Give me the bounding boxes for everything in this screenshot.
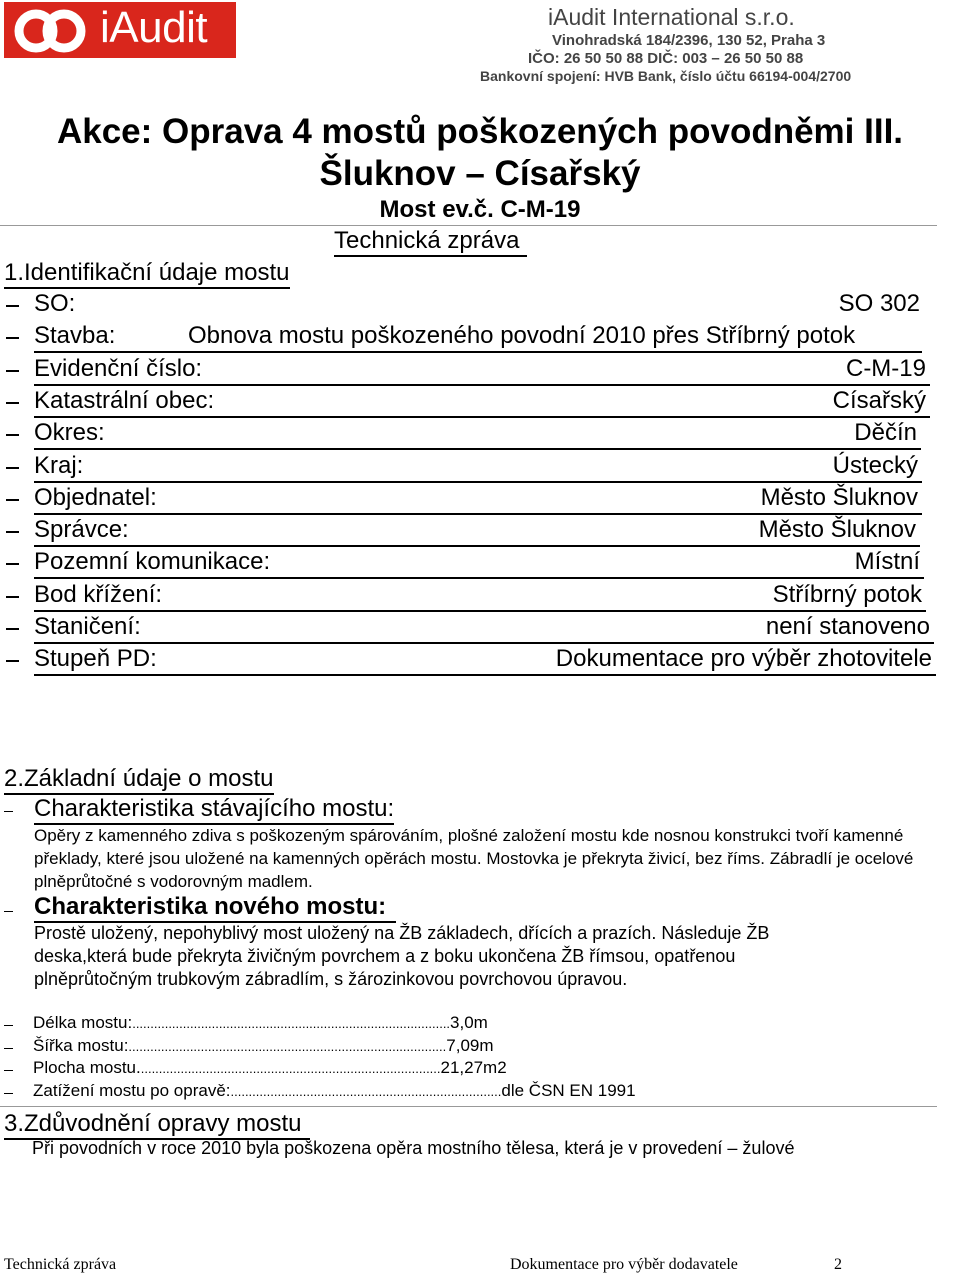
parameter-row (33, 1058, 507, 1078)
section3-text: Při povodních v roce 2010 byla poškozena opěra mostního tělesa, která je v provedení – žulové (32, 1138, 795, 1158)
row-value: Místní (854, 548, 920, 576)
bullet-dash (4, 1048, 13, 1049)
row-value: Obnova mostu poškozeného povodní 2010 přes Stříbrný potok (188, 322, 856, 350)
parameter-value: 3,0m (450, 1013, 488, 1032)
row-underline (34, 384, 930, 386)
existing-bridge-heading: Charakteristika stávajícího mostu: (34, 795, 394, 825)
bullet-dash (6, 402, 19, 404)
document-title-line1: Akce: Oprava 4 mostů poškozených povodněmi III. (56, 112, 904, 151)
parameter-dots: ........................................................................................ (132, 1016, 451, 1031)
bullet-dash (6, 531, 19, 533)
row-label: Staničení: (34, 613, 141, 640)
row-label: Pozemní komunikace: (34, 548, 271, 576)
row-label: Správce: (34, 516, 129, 544)
bullet-dash (6, 467, 19, 469)
row-label: SO: (34, 290, 76, 317)
divider (0, 225, 937, 226)
logo-text: iAudit (100, 3, 208, 52)
row-value: Císařský (832, 386, 926, 414)
section3-heading: 3.Zdůvodnění opravy mostu (4, 1110, 310, 1140)
row-value: Děčín (854, 419, 917, 447)
company-address: Vinohradská 184/2396, 130 52, Praha 3 (552, 32, 826, 49)
company-bank: Bankovní spojení: HVB Bank, číslo účtu 66194-004/2700 (480, 68, 852, 84)
row-underline (34, 674, 936, 676)
page-number: 2 (834, 1256, 842, 1273)
parameter-row (33, 1081, 636, 1101)
company-ids: IČO: 26 50 50 88 DIČ: 003 – 26 50 50 88 (528, 50, 804, 67)
parameter-dots: ........................................................................................ (128, 1038, 447, 1054)
company-logo (4, 2, 236, 58)
parameter-value: dle ČSN EN 1991 (501, 1080, 636, 1100)
bullet-dash (4, 1070, 13, 1071)
bullet-dash (4, 1025, 13, 1026)
row-underline (34, 610, 926, 612)
row-value: C-M-19 (845, 354, 926, 382)
row-underline (34, 577, 924, 579)
row-label: Stavba: (34, 322, 116, 350)
row-value: Město Šluknov (760, 483, 918, 511)
divider (0, 1106, 937, 1107)
section1-heading: 1.Identifikační údaje mostu (4, 259, 290, 289)
row-label: Evidenční číslo: (34, 354, 203, 382)
document-title-line2: Šluknov – Císařský (319, 154, 641, 193)
parameter-row (33, 1013, 488, 1033)
bullet-dash (6, 628, 19, 630)
parameter-value: 7,09m (446, 1035, 494, 1055)
new-bridge-text: Prostě uložený, nepohyblivý most uložený na ŽB základech, dřících a prazích. Následuje ŽB deska,která bude překryta živičným povrchem a z boku ukončena ŽB římsou, opatřenou plněprůtočným trubkovým zábradlím, s žározinkovou povrchovou úpravou. (34, 923, 770, 989)
bullet-dash (6, 596, 19, 598)
new-bridge-heading: Charakteristika nového mostu: (34, 893, 396, 923)
bullet-dash (6, 370, 19, 372)
row-underline (34, 642, 934, 644)
bridge-id: Most ev.č. C-M-19 (379, 196, 581, 223)
row-value: Dokumentace pro výběr zhotovitele (555, 645, 932, 673)
report-type: Technická zpráva (334, 227, 527, 257)
row-underline (34, 513, 922, 515)
row-underline (34, 481, 922, 483)
bullet-dash (6, 305, 19, 307)
bullet-dash (4, 1093, 13, 1094)
bullet-dash (6, 434, 19, 436)
row-label: Katastrální obec: (34, 386, 215, 414)
bullet-dash (6, 499, 19, 501)
row-underline (34, 416, 930, 418)
bullet-dash (6, 563, 19, 565)
footer-center: Dokumentace pro výběr dodavatele (510, 1256, 738, 1273)
parameter-label: Šířka mostu: (33, 1035, 129, 1055)
row-label: Bod křížení: (34, 580, 163, 608)
row-label: Okres: (34, 419, 105, 447)
parameter-value: 21,27m2 (440, 1058, 507, 1077)
row-value: Město Šluknov (758, 516, 916, 544)
existing-bridge-text: Opěry z kamenného zdiva s poškozeným spárováním, plošné založení mostu kde nosnou konstrukci tvoří kamenné překlady, které jsou uložené na kamenných opěrách mostu. Mostovka je překryta živicí, bez říms. Zábradlí je ocelové plněprůtočné s vodorovným madlem. (34, 826, 914, 891)
row-underline (34, 545, 920, 547)
company-name: iAudit International s.r.o. (548, 4, 795, 30)
row-label: Objednatel: (34, 483, 157, 511)
row-value: není stanoveno (765, 613, 930, 640)
parameter-label: Délka mostu: (33, 1013, 133, 1032)
parameter-dots: ........................................................................... (230, 1083, 502, 1099)
section2-heading: 2.Základní údaje o mostu (4, 765, 274, 795)
row-value: SO 302 (838, 290, 920, 317)
parameter-label: Plocha mostu. (33, 1058, 141, 1077)
bullet-dash (4, 911, 13, 912)
row-underline (34, 351, 922, 353)
iaudit-logo-icon (12, 8, 90, 54)
bullet-dash (6, 660, 19, 662)
row-value: Stříbrný potok (772, 580, 922, 608)
bullet-dash (6, 337, 19, 339)
parameter-dots: ................................................................................... (140, 1061, 441, 1076)
footer-left: Technická zpráva (4, 1256, 117, 1273)
row-underline (34, 448, 921, 450)
parameter-label: Zatížení mostu po opravě: (33, 1080, 231, 1100)
bullet-dash (4, 811, 13, 812)
row-label: Stupeň PD: (34, 645, 157, 673)
parameter-row (33, 1036, 494, 1056)
row-label: Kraj: (34, 451, 84, 479)
row-value: Ústecký (832, 451, 918, 479)
